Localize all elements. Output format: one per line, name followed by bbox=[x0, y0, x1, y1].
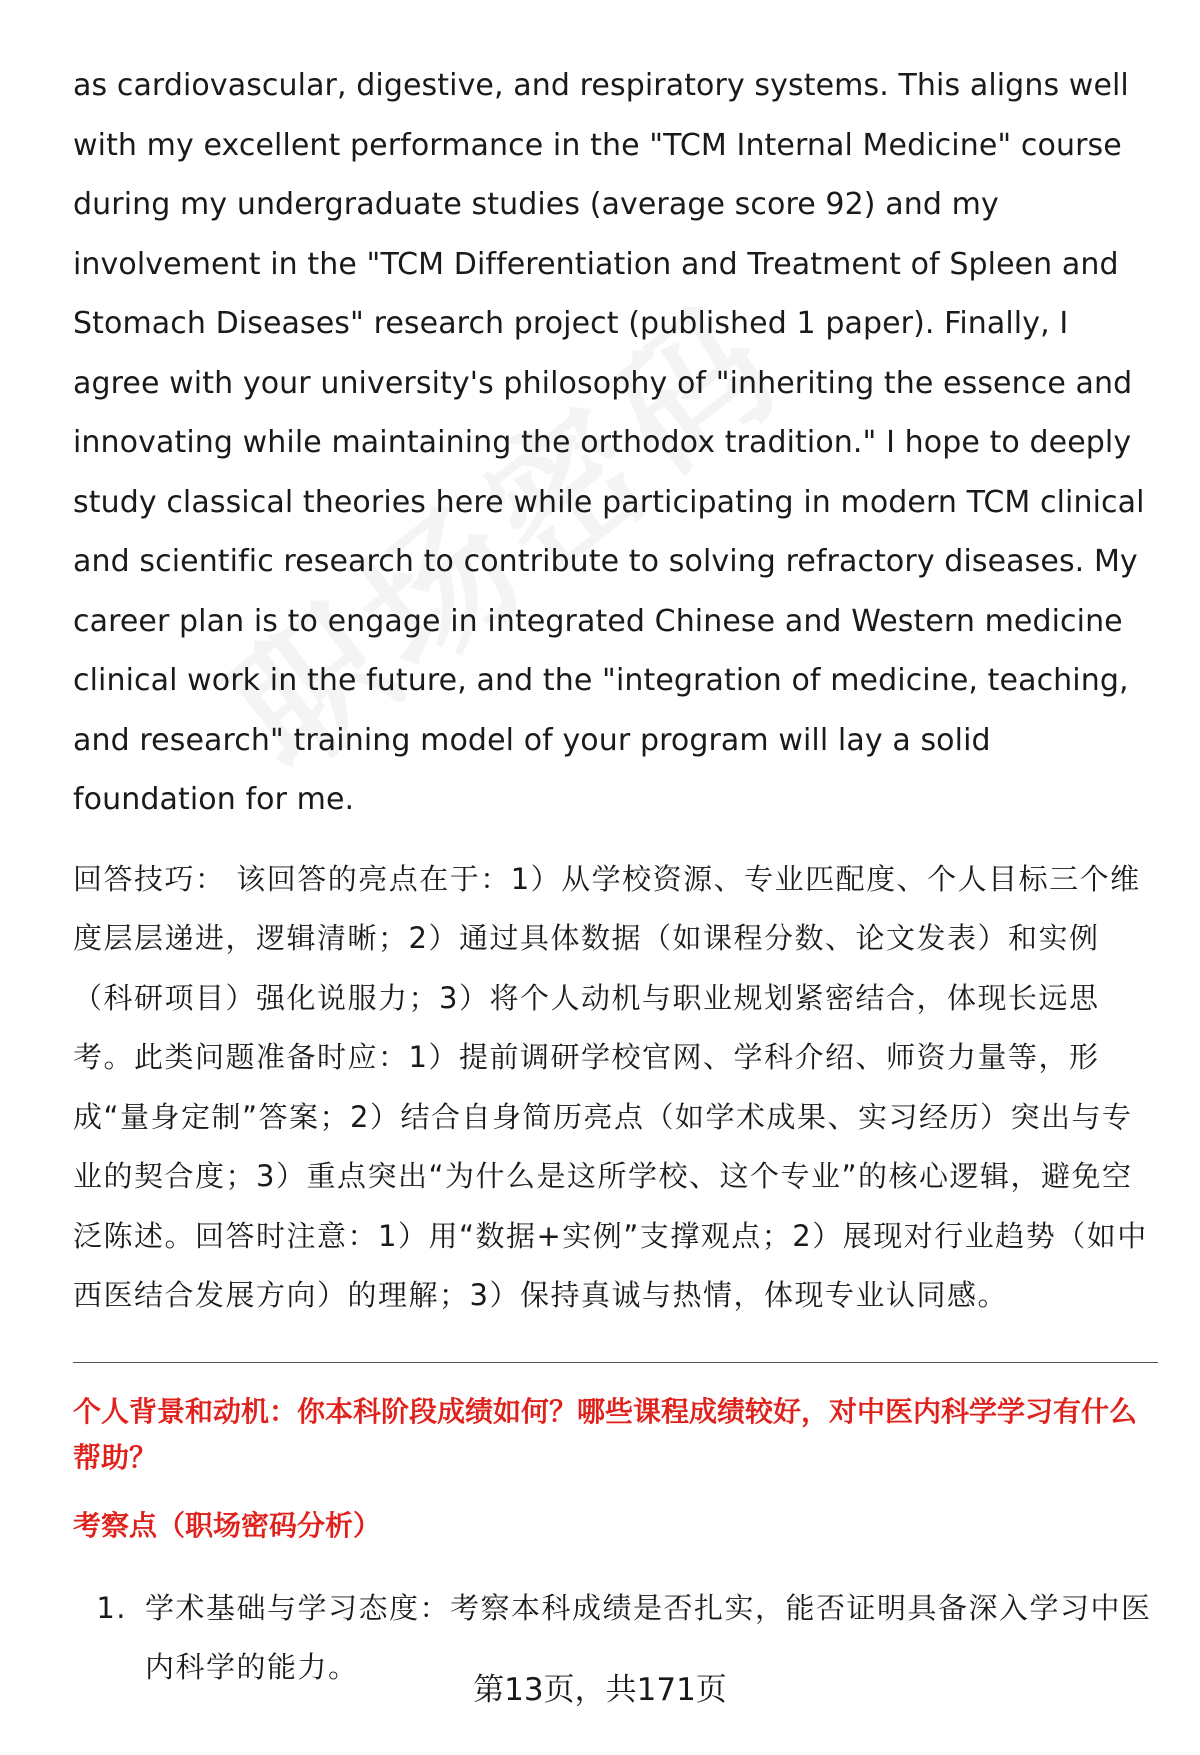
page-footer: 第13页，共171页 bbox=[473, 1672, 727, 1708]
list-item-number: 1. bbox=[96, 1590, 127, 1625]
section-heading: 考察点（职场密码分析） bbox=[73, 1508, 382, 1542]
question-heading: 个人背景和动机：你本科阶段成绩如何？哪些课程成绩较好，对中医内科学学习有什么帮助？ bbox=[73, 1394, 1138, 1474]
tips-paragraph: 回答技巧： 该回答的亮点在于：1）从学校资源、专业匹配度、个人目标三个维度层层递进，逻辑清晰；2）通过具体数据（如课程分数、论文发表）和实例（科研项目）强化说服力；3）将个人动机与职业规划紧密结合，体现长远思考。此类问题准备时应：1）提前调研学校官网、学科介绍、师资力量等，形成“量身定制”答案；2）结合自身简历亮点（如学术成果、实习经历）突出与专业的契合度；3）重点突出“为什么是这所学校、这个专业”的核心逻辑，避免空泛陈述。回答时注意：1）用“数据+实例”支撑观点；2）展现对行业趋势（如中西医结合发展方向）的理解；3）保持真诚与热情，体现专业认同感。 bbox=[73, 861, 1148, 1312]
list-item-text: 学术基础与学习态度：考察本科成绩是否扎实，能否证明具备深入学习中医内科学的能力。 bbox=[145, 1590, 1152, 1684]
document-page bbox=[73, 56, 1158, 1697]
section-divider bbox=[73, 1362, 1158, 1363]
body-paragraph: as cardiovascular, digestive, and respiratory systems. This aligns well with my excellent performance in the "TCM Internal Medicine" course during my undergraduate studies (average score 92) and my involvement in the "TCM Differentiation and Treatment of Spleen and Stomach Diseases" research project (published 1 paper). Finally, I agree with your university's philosophy of "inheriting the essence and innovating while maintaining the orthodox tradition." I hope to deeply study classical theories here while participating in modern TCM clinical and scientific research to contribute to solving refractory diseases. My career plan is to engage in integrated Chinese and Western medicine clinical work in the future, and the "integration of medicine, teaching, and research" training model of your program will lay a solid foundation for me. bbox=[73, 68, 1145, 817]
